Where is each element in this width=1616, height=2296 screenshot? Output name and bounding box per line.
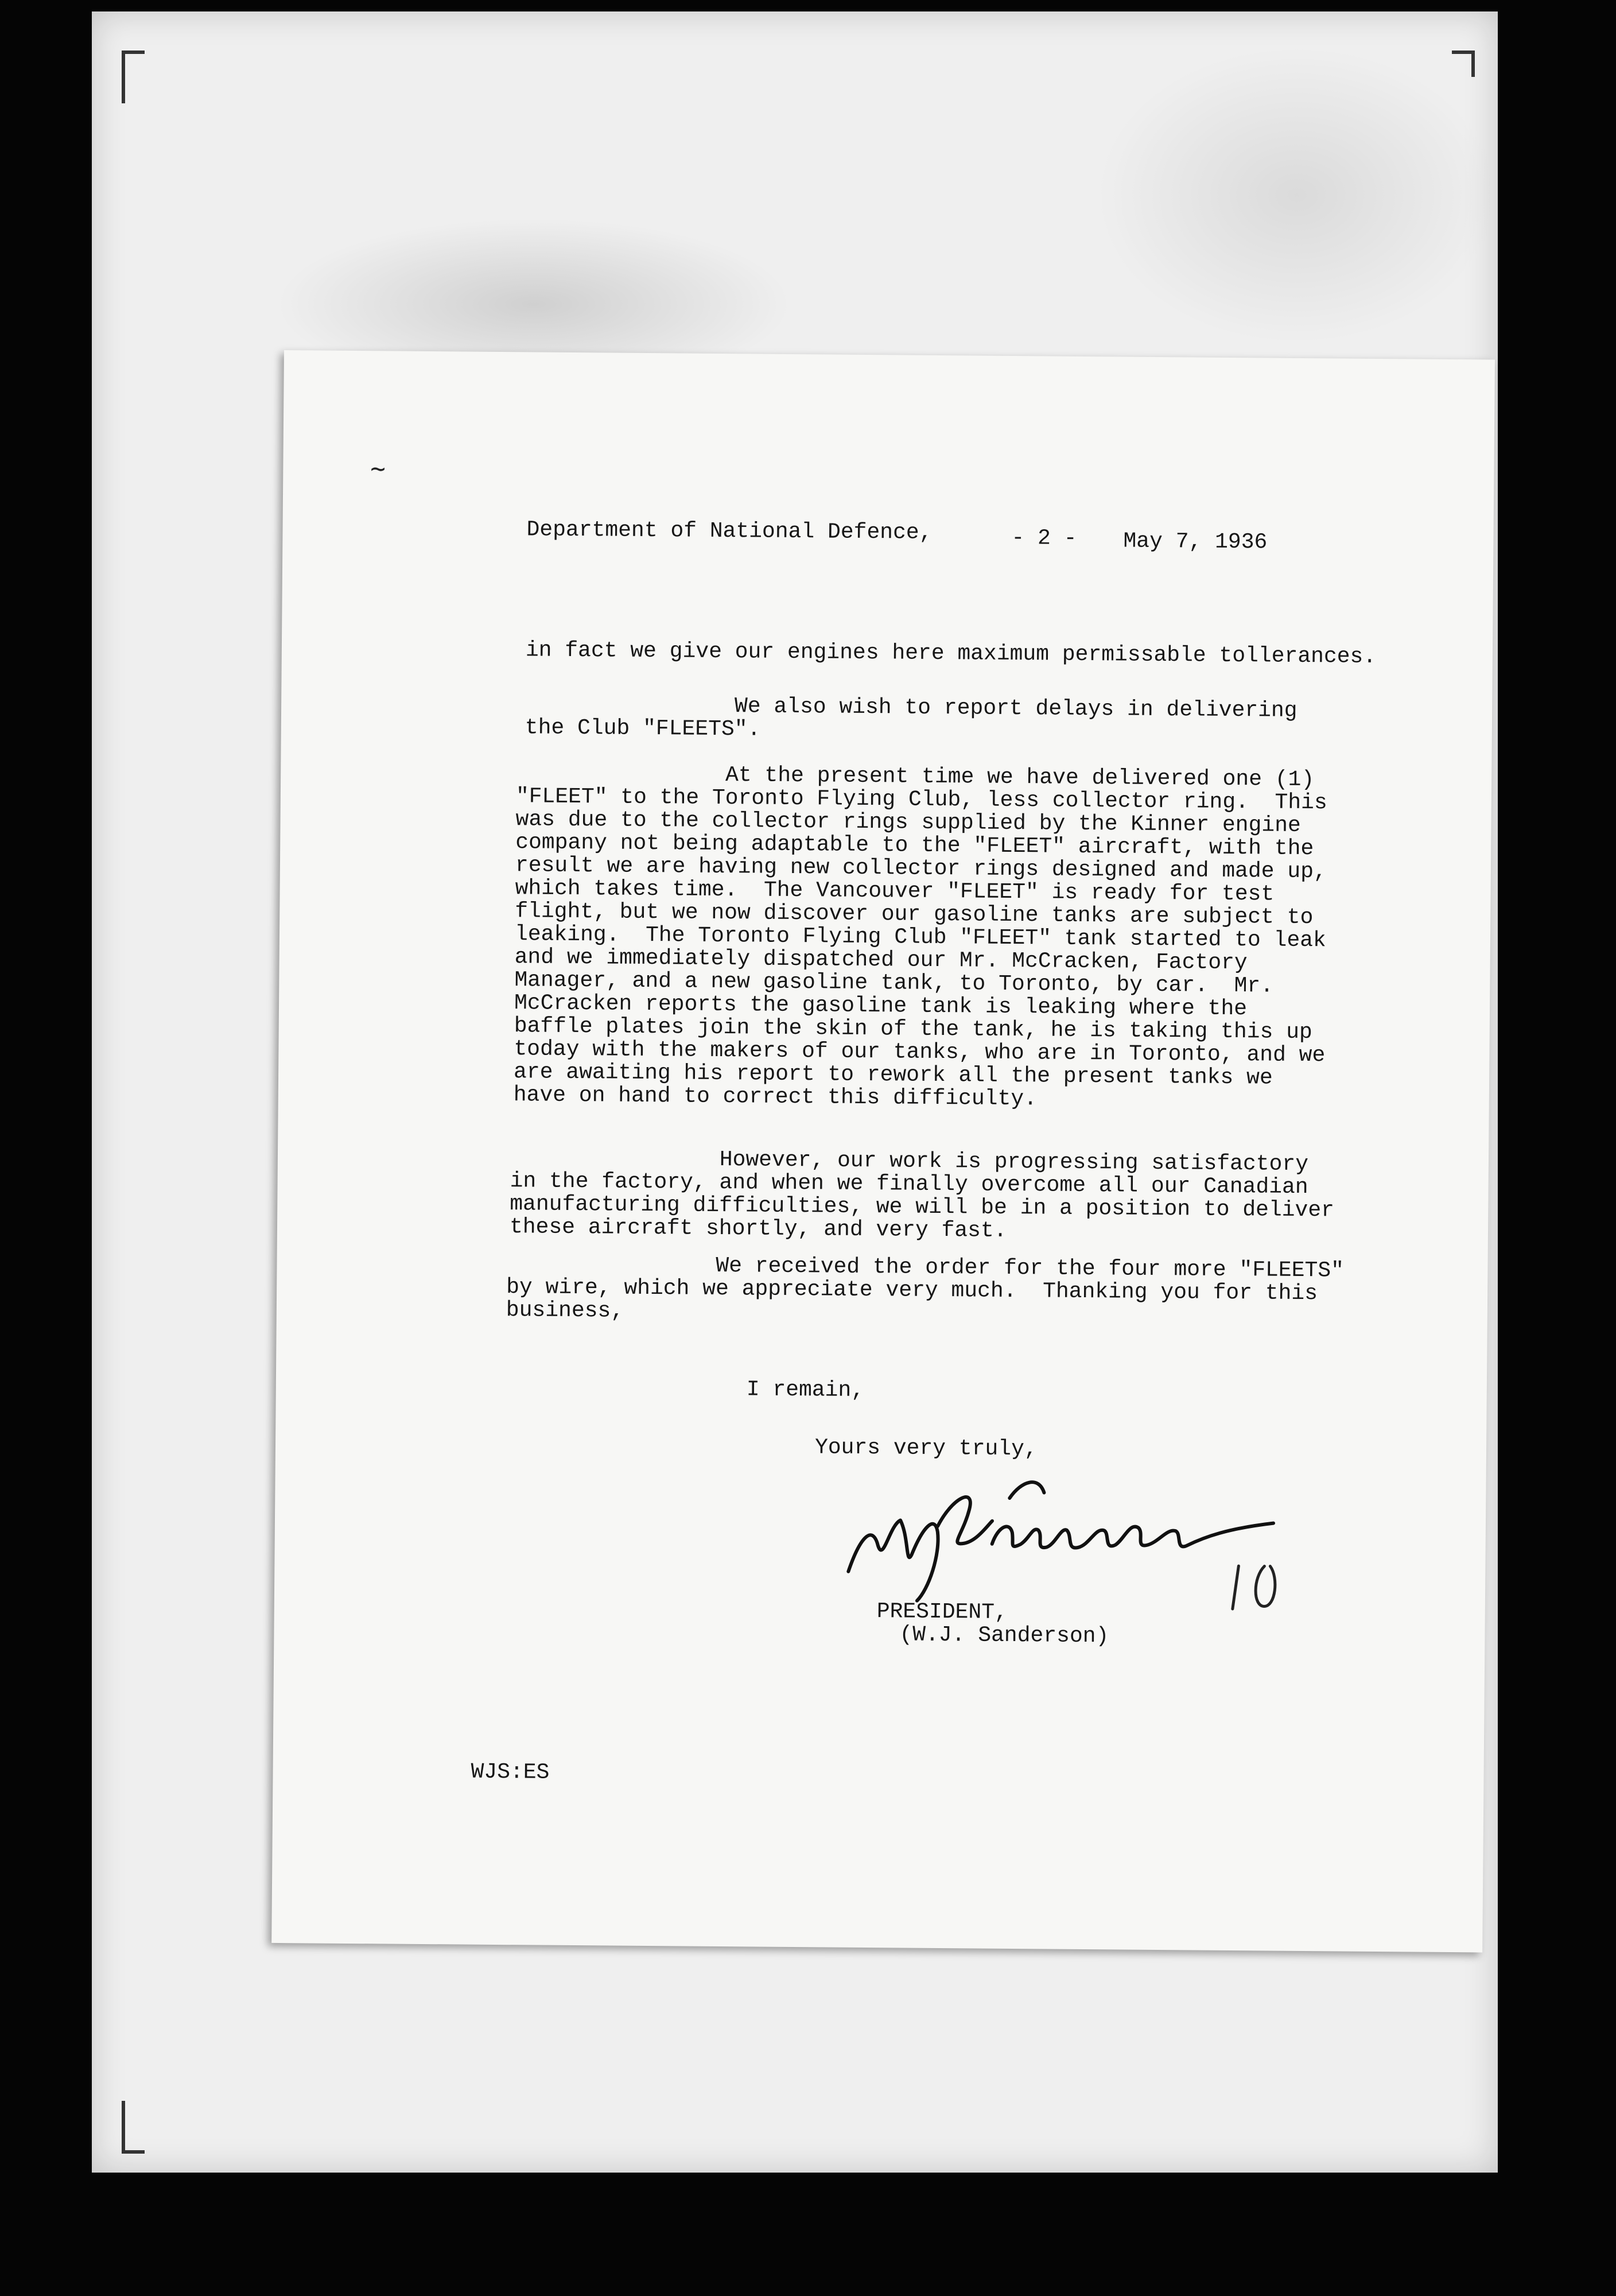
crop-mark-top-left	[122, 51, 145, 103]
paragraph: We received the order for the four more "FLEETS" by wire, which we appreciate very much. Thanking you for this business,	[506, 1252, 1345, 1324]
letter-page	[271, 350, 1495, 1952]
paragraph: in fact we give our engines here maximum permissable tollerances.	[525, 638, 1377, 669]
valediction: Yours very truly,	[814, 1435, 1038, 1462]
crop-mark-bottom-left	[122, 2101, 145, 2154]
stray-mark: ~	[370, 454, 386, 484]
paragraph: We also wish to report delays in delivering the Club "FLEETS".	[525, 692, 1298, 742]
signer-name: (W.J. Sanderson)	[899, 1622, 1109, 1649]
closing: I remain,	[746, 1377, 865, 1403]
letter-recipient: Department of National Defence,	[526, 517, 933, 545]
handwritten-page-number	[1221, 1549, 1291, 1618]
crop-mark-top-right	[1452, 51, 1475, 77]
signer-title: PRESIDENT,	[876, 1599, 1008, 1625]
paragraph: At the present time we have delivered one (1) "FLEET" to the Toronto Flying Club, less collector ring. This was due to the collector rings supplied by the Kinner engine company not being adaptable to the "FLEET" aircraft, with the result we are having new collector rings designed and made up, which takes time. The Vancouver "FLEET" is ready for test flight, but we now discover our gasoline tanks are subject to leaking. The Toronto Flying Club "FLEET" tank started to leak and we immediately dispatched our Mr. McCracken, Factory Manager, and a new gasoline tank, to Toronto, by car. Mr. McCracken reports the gasoline tank is leaking where the baffle plates join the skin of the tank, he is taking this up today with the makers of our tanks, who are in Toronto, and we are awaiting his report to rework all the present tanks we have on hand to correct this difficulty.	[513, 761, 1327, 1112]
page-number: - 2 -	[1011, 525, 1077, 551]
handwritten-signature	[837, 1457, 1285, 1609]
paragraph: However, our work is progressing satisfactory in the factory, and when we finally overcome all our Canadian manufacturing difficulties, we will be in a position to deliver these aircraft shortly, and very fast.	[509, 1146, 1335, 1243]
smudge-mark	[1096, 46, 1498, 344]
letter-date: May 7, 1936	[1123, 529, 1268, 555]
typist-initials: WJS:ES	[471, 1759, 550, 1785]
